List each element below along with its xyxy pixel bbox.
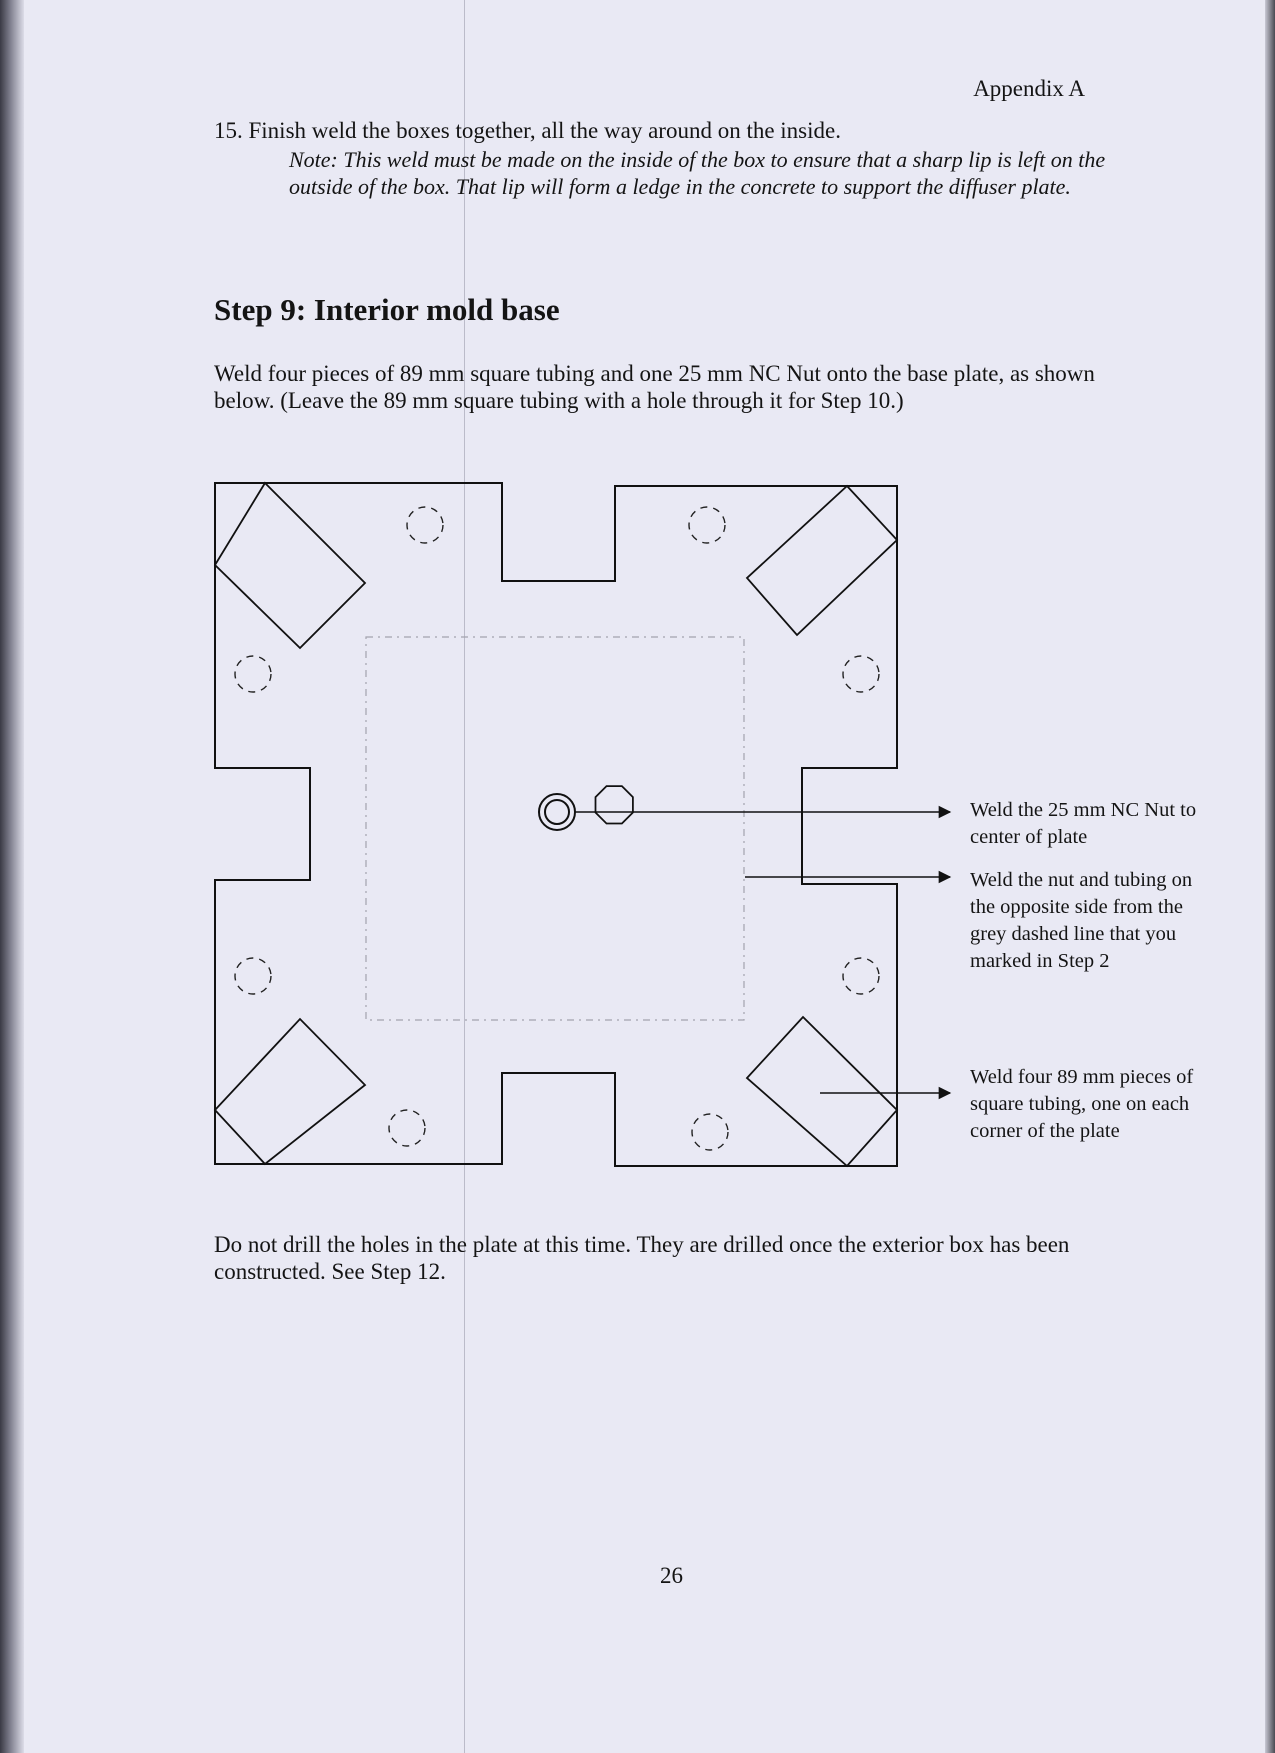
closing-paragraph: Do not drill the holes in the plate at this time. They are drilled once the exterior box has been constructed. See Step 12.: [214, 1232, 1070, 1284]
hole-marker: [235, 656, 271, 692]
callout-tubing: Weld four 89 mm pieces of square tubing, one on each corner of the plate: [970, 1066, 1194, 1142]
nut-inner-circle: [545, 800, 569, 824]
scan-shadow-right: [1265, 0, 1275, 1753]
scan-shadow-left: [0, 0, 24, 1753]
hole-marker: [843, 656, 879, 692]
hole-marker: [389, 1110, 425, 1146]
tubing-top-left: [215, 483, 365, 648]
list-item-15: 15. Finish weld the boxes together, all the way around on the inside.: [214, 118, 841, 143]
callout-nut: Weld the 25 mm NC Nut to center of plate: [970, 799, 1197, 848]
grey-dashed-line: [366, 637, 744, 1020]
page-number: 26: [660, 1563, 683, 1588]
tubing-bottom-left: [215, 1019, 365, 1164]
hole-marker: [692, 1114, 728, 1150]
section-heading: Step 9: Interior mold base: [214, 292, 560, 327]
hole-marker: [689, 507, 725, 543]
weld-note: Note: This weld must be made on the inside of the box to ensure that a sharp lip is left on the outside of the box. That lip will form a ledge in the concrete to support the diffuser plate.: [289, 147, 1106, 199]
tubing-bottom-right: [747, 1017, 897, 1166]
hole-marker: [235, 958, 271, 994]
nc-nut: [596, 786, 633, 823]
hole-marker: [843, 958, 879, 994]
hole-marker: [407, 507, 443, 543]
running-header: Appendix A: [973, 76, 1085, 101]
intro-paragraph: Weld four pieces of 89 mm square tubing and one 25 mm NC Nut onto the base plate, as shown below. (Leave the 89 mm square tubing with a hole through it for Step 10.): [214, 361, 1095, 413]
callout-opposite-side: Weld the nut and tubing on the opposite side from the grey dashed line that you marked in Step 2: [970, 869, 1193, 972]
tubing-top-right: [747, 486, 897, 635]
